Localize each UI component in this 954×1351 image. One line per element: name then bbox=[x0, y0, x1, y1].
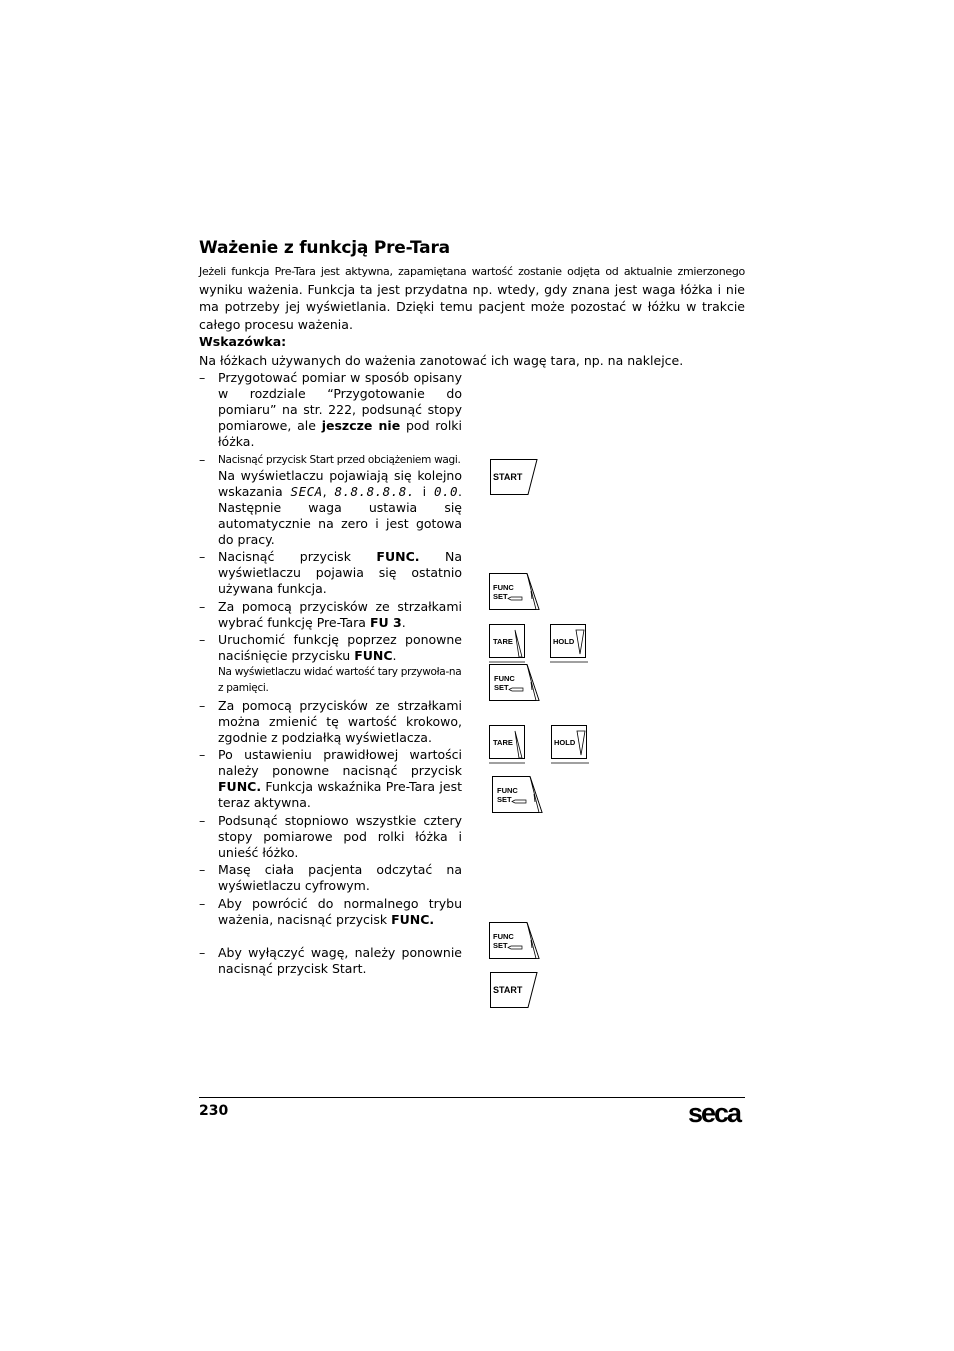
svg-text:START: START bbox=[493, 472, 523, 482]
list-item: – Aby wyłączyć wagę, należy ponownie nacisnąć przycisk Start. bbox=[199, 945, 462, 976]
footer-divider bbox=[199, 1097, 745, 1098]
display-reading: SECA bbox=[290, 483, 323, 499]
svg-text:FUNC: FUNC bbox=[494, 674, 515, 683]
list-item: – Aby powrócić do normalnego trybu ważenia, nacisnąć przycisk FUNC. bbox=[199, 895, 462, 927]
svg-text:SET: SET bbox=[494, 683, 509, 692]
svg-text:FUNC: FUNC bbox=[493, 583, 514, 592]
svg-text:FUNC: FUNC bbox=[497, 786, 518, 795]
display-reading: 8.8.8.8.8. bbox=[334, 483, 415, 499]
list-item: – Za pomocą przycisków ze strzałkami można zmienić tę wartość krokowo, zgodnie z podziałką wyświetlacza. bbox=[199, 697, 462, 745]
list-item: – Masę ciała pacjenta odczytać na wyświetlaczu cyfrowym. bbox=[199, 862, 462, 893]
svg-text:SET: SET bbox=[493, 941, 508, 950]
svg-text:seca: seca bbox=[688, 1100, 741, 1126]
intro-rest: wyniku ważenia. Funkcja ta jest przydatna np. wtedy, gdy znana jest waga łóżka i nie ma potrzeby jej wyświetlania. Dzięki temu pacjent może pozostać w łóżku w trakcie całego procesu ważenia. bbox=[199, 281, 745, 332]
svg-text:TARE: TARE bbox=[493, 637, 513, 646]
page-title: Ważenie z funkcją Pre-Tara bbox=[199, 238, 450, 258]
tare-key-icon bbox=[489, 725, 527, 765]
func-set-key-icon bbox=[489, 922, 541, 960]
list-item: – Przygotować pomiar w sposób opisany w rozdziale “Przygotowanie do pomiaru” na str. 222, podsunąć stopy pomiarowe, ale jeszcze nie pod rolki łóżka. bbox=[199, 370, 463, 449]
tare-key-icon bbox=[489, 624, 527, 664]
func-set-key-icon bbox=[489, 573, 541, 611]
svg-text:START: START bbox=[493, 985, 523, 995]
start-key-icon bbox=[490, 459, 538, 495]
list-item: – Podsunąć stopniowo wszystkie cztery stopy pomiarowe pod rolki łóżka i unieść łóżko. bbox=[199, 812, 462, 860]
list-item: – Za pomocą przycisków ze strzałkami wybrać funkcję Pre-Tara FU 3. bbox=[199, 598, 462, 630]
intro-paragraph bbox=[199, 262, 745, 333]
svg-text:HOLD: HOLD bbox=[554, 738, 576, 747]
svg-text:TARE: TARE bbox=[493, 738, 513, 747]
svg-text:SET: SET bbox=[497, 795, 512, 804]
svg-text:FUNC: FUNC bbox=[493, 932, 514, 941]
svg-text:HOLD: HOLD bbox=[553, 637, 575, 646]
seca-logo bbox=[688, 1100, 748, 1130]
steps-list bbox=[199, 370, 462, 979]
display-reading: 0.0 bbox=[433, 483, 459, 499]
func-set-key-icon bbox=[492, 776, 544, 814]
note-heading: Wskazówka: bbox=[199, 334, 287, 349]
list-item: – Nacisnąć przycisk FUNC. Na wyświetlaczu pojawia się ostatnio używana funkcja. bbox=[199, 549, 462, 596]
list-item: – Nacisnąć przycisk Start przed obciążeniem wagi. Na wyświetlaczu pojawiają się kolejno wskazania SECA, 8.8.8.8.8. i 0.0. Następnie waga ustawia się automatycznie na zero i jest gotowa do pracy. bbox=[199, 451, 462, 547]
list-item: – Uruchomić funkcję poprzez ponowne naciśnięcie przycisku FUNC. Na wyświetlaczu widać wartość tary przywoła-na z pamięci. bbox=[199, 632, 462, 694]
hold-key-icon bbox=[550, 624, 590, 664]
svg-text:SET: SET bbox=[493, 592, 508, 601]
intro-lead: Jeżeli funkcja Pre-Tara jest aktywna, zapamiętana wartość zostanie odjęta od aktualnie zmierzonego bbox=[199, 265, 745, 278]
hold-key-icon bbox=[551, 725, 591, 765]
func-set-key-icon bbox=[489, 664, 541, 702]
page-number: 230 bbox=[199, 1103, 229, 1119]
list-item: – Po ustawieniu prawidłowej wartości należy ponowne nacisnąć przycisk FUNC. Funkcja wskaźnika Pre-Tara jest teraz aktywna. bbox=[199, 747, 462, 810]
start-key-icon bbox=[490, 972, 538, 1008]
note-text: Na łóżkach używanych do ważenia zanotować ich wagę tara, np. na naklejce. bbox=[199, 353, 684, 368]
